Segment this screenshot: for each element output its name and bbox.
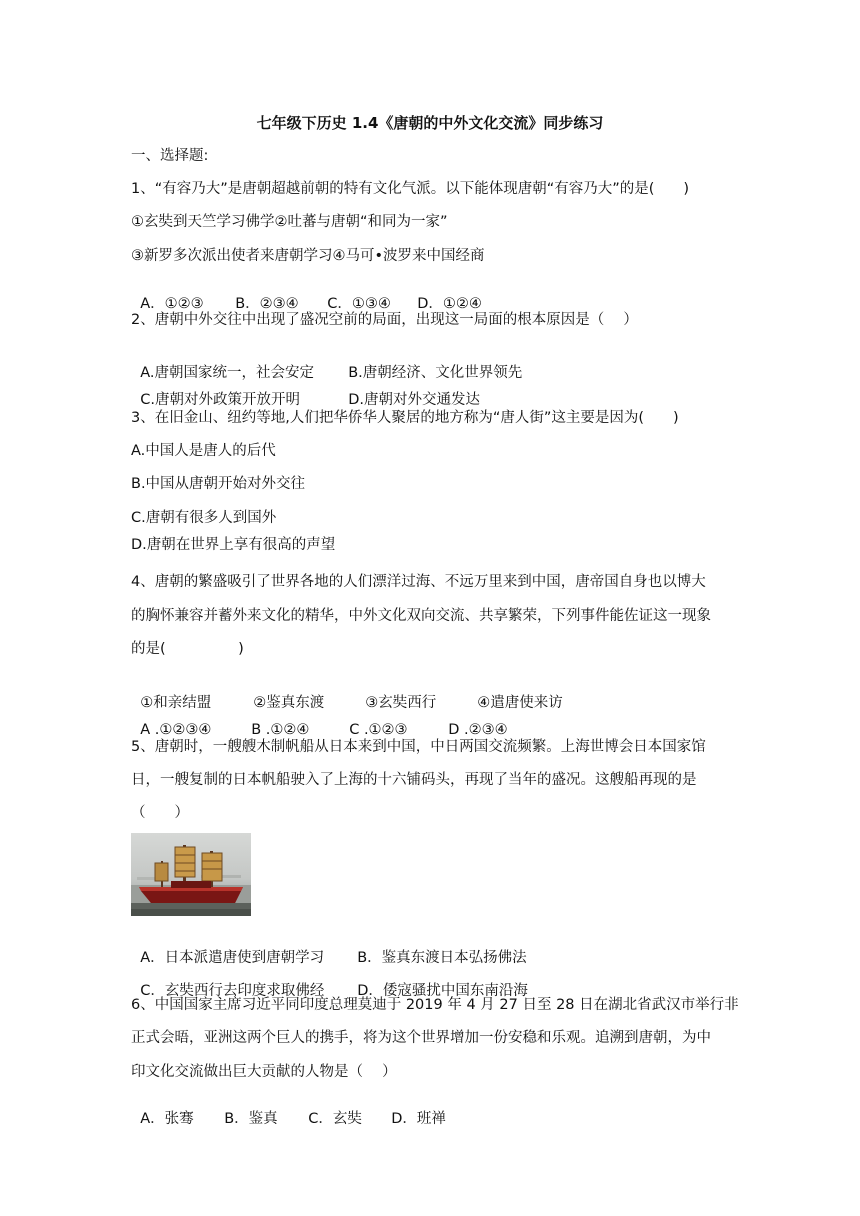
question-4-stem: 的是( ) — [131, 641, 244, 657]
option-c: C.唐朝对外政策开放开明 — [140, 392, 300, 408]
question-6-options — [131, 1089, 446, 1129]
option-d: D．倭寇骚扰中国东南沿海 — [357, 983, 528, 999]
question-5-stem: 日，一艘复制的日本帆船驶入了上海的十六铺码头，再现了当年的盛况。这艘船再现的是 — [131, 772, 697, 788]
item: ④遣唐使来访 — [477, 695, 563, 711]
question-6-stem: 正式会晤，亚洲这两个巨人的携手，将为这个世界增加一份安稳和乐观。追溯到唐朝，为中 — [131, 1030, 711, 1046]
option-b: B．鉴真东渡日本弘扬佛法 — [357, 950, 527, 966]
option-d: D．班禅 — [391, 1111, 446, 1127]
item: ③玄奘西行 — [365, 695, 437, 711]
question-1-item-line: ①玄奘到天竺学习佛学②吐蕃与唐朝“和同为一家” — [131, 214, 448, 230]
question-1-stem: 1、“有容乃大”是唐朝超越前朝的特有文化气派。以下能体现唐朝“有容乃大”的是( ) — [131, 181, 690, 197]
item: ②鉴真东渡 — [253, 695, 325, 711]
option-b: B．②③④ — [235, 296, 299, 312]
option-c: C．玄奘西行去印度求取佛经 — [140, 983, 325, 999]
item: ①和亲结盟 — [140, 695, 212, 711]
question-4-stem: 4、唐朝的繁盛吸引了世界各地的人们漂洋过海、不远万里来到中国，唐帝国自身也以博大 — [131, 574, 706, 590]
option-c: C．玄奘 — [308, 1111, 362, 1127]
option-b: B.中国从唐朝开始对外交往 — [131, 476, 306, 492]
question-4-stem: 的胸怀兼容并蓄外来文化的精华，中外文化双向交流、共享繁荣，下列事件能佐证这一现象 — [131, 608, 711, 624]
question-2-stem: 2、唐朝中外交往中出现了盛况空前的局面，出现这一局面的根本原因是（ ） — [131, 312, 638, 328]
question-3-stem: 3、在旧金山、纽约等地,人们把华侨华人聚居的地方称为“唐人街”这主要是因为( ) — [131, 410, 679, 426]
question-5-stem: 5、唐朝时，一艘艘木制帆船从日本来到中国，中日两国交流频繁。上海世博会日本国家馆 — [131, 739, 706, 755]
option-a: A．①②③ — [140, 296, 204, 312]
question-5-stem: （ ） — [131, 805, 189, 821]
option-a: A．日本派遣唐使到唐朝学习 — [140, 950, 325, 966]
document-title: 七年级下历史 1.4《唐朝的中外文化交流》同步练习 — [256, 114, 604, 132]
option-b: B .①②④ — [251, 722, 310, 738]
option-c: C.唐朝有很多人到国外 — [131, 510, 277, 526]
question-1-options — [131, 274, 482, 314]
question-4-options — [131, 700, 508, 740]
ship-illustration — [131, 833, 251, 916]
option-c: C .①②③ — [349, 722, 408, 738]
section-heading: 一、选择题: — [131, 148, 209, 164]
option-a: A．张骞 — [140, 1111, 194, 1127]
option-b: B.唐朝经济、文化世界领先 — [348, 365, 523, 381]
option-d: D .②③④ — [448, 722, 508, 738]
option-b: B．鉴真 — [224, 1111, 278, 1127]
option-a: A .①②③④ — [140, 722, 212, 738]
option-c: C．①③④ — [327, 296, 391, 312]
question-6-stem: 6、中国国家主席习近平同印度总理莫迪于 2019 年 4 月 27 日至 28 日在湖北省武汉市举行非 — [131, 997, 739, 1013]
option-d: D．①②④ — [417, 296, 482, 312]
option-d: D.唐朝在世界上享有很高的声望 — [131, 537, 336, 553]
option-a: A.唐朝国家统一，社会安定 — [140, 365, 314, 381]
question-6-stem: 印文化交流做出巨大贡献的人物是（ ） — [131, 1064, 397, 1080]
question-1-item-line: ③新罗多次派出使者来唐朝学习④马可•波罗来中国经商 — [131, 248, 485, 264]
ship-photo — [131, 833, 251, 916]
option-d: D.唐朝对外交通发达 — [348, 392, 480, 408]
question-2-options-row — [131, 370, 480, 410]
option-a: A.中国人是唐人的后代 — [131, 443, 276, 459]
